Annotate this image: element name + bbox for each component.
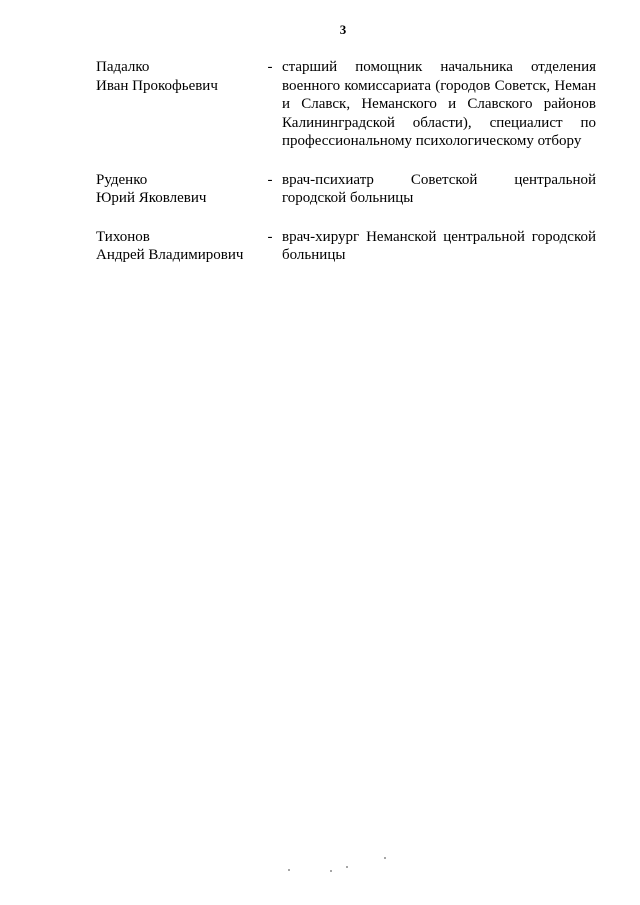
member-role: старший помощник начальника отделения военного комиссариата (городов Советск, Неман и Славск, Неманского и Славского районов Калининградской области), специалист по профессиональному психологическому отбору <box>282 59 596 149</box>
dash-separator: - <box>267 228 273 245</box>
member-role: врач-хирург Неманской центральной городской больницы <box>282 228 596 263</box>
scan-speck <box>384 857 386 859</box>
member-name: Юрий Яковлевич <box>96 190 207 206</box>
member-person <box>96 228 258 265</box>
member-surname: Падалко <box>96 59 150 75</box>
dash-separator: - <box>267 59 273 75</box>
member-name: Андрей Владимирович <box>96 247 244 263</box>
member-surname: Тихонов <box>96 228 150 245</box>
page-number: 3 <box>339 22 347 37</box>
member-entry <box>96 58 596 151</box>
member-entry <box>96 228 596 265</box>
member-name: Иван Прокофьевич <box>96 77 218 94</box>
scan-speck <box>346 866 348 868</box>
dash-separator: - <box>267 171 273 188</box>
scan-speck <box>288 869 290 871</box>
member-list <box>96 58 596 285</box>
member-entry <box>96 171 596 208</box>
member-person <box>96 58 258 95</box>
member-person <box>96 171 258 208</box>
member-surname: Руденко <box>96 171 148 188</box>
member-role: врач-психиатр Советской центральной городской больницы <box>282 171 596 206</box>
scan-speck <box>330 870 332 872</box>
